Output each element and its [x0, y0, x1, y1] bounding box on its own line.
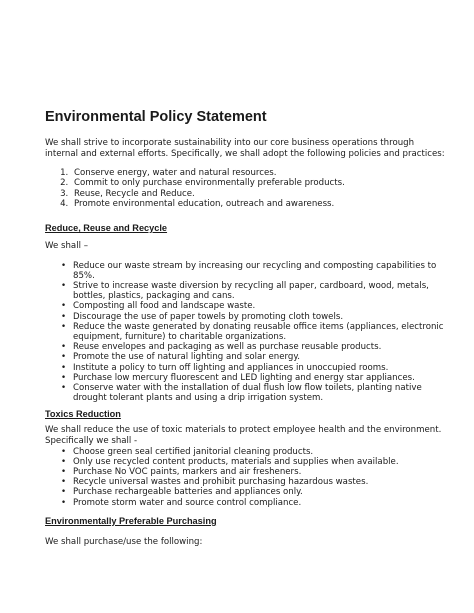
list-item: • Purchase low mercury fluorescent and LED lighting and energy star appliances.	[73, 373, 445, 383]
list-item: • Reduce the waste generated by donating reusable office items (appliances, electronic equipment, furniture) to charitable organizations.	[73, 322, 445, 342]
list-item: • Choose green seal certified janitorial cleaning products.	[73, 447, 445, 457]
section-intro: We shall purchase/use the following:	[45, 536, 203, 547]
section-heading-toxics-reduction: Toxics Reduction	[45, 409, 121, 420]
numbered-list-item: 2. Commit to only purchase environmentally preferable products.	[71, 178, 445, 188]
numbered-list-item: 3. Reuse, Recycle and Reduce.	[71, 189, 445, 199]
list-item: • Institute a policy to turn off lighting and appliances in unoccupied rooms.	[73, 363, 445, 373]
intro-paragraph: We shall strive to incorporate sustainability into our core business operations through internal and external efforts. Specifically, we shall adopt the following policies and practices:	[45, 138, 445, 159]
list-item: • Only use recycled content products, materials and supplies when available.	[73, 457, 445, 467]
page-title: Environmental Policy Statement	[45, 109, 267, 125]
numbered-list-item: 1. Conserve energy, water and natural resources.	[71, 168, 445, 178]
toxics-reduction-list	[45, 447, 445, 508]
list-item: • Reuse envelopes and packaging as well as purchase reusable products.	[73, 342, 445, 352]
list-item: • Purchase No VOC paints, markers and air fresheners.	[73, 467, 445, 477]
list-item: • Discourage the use of paper towels by promoting cloth towels.	[73, 312, 445, 322]
section-heading-environmentally-preferable-purchasing: Environmentally Preferable Purchasing	[45, 515, 217, 526]
policy-numbered-list	[45, 168, 445, 209]
reduce-reuse-recycle-list	[45, 261, 445, 404]
list-item: • Conserve water with the installation of dual flush low flow toilets, planting native drought tolerant plants and using a drip irrigation system.	[73, 383, 445, 403]
list-item: • Strive to increase waste diversion by recycling all paper, cardboard, wood, metals, bottles, plastics, packaging and cans.	[73, 281, 445, 301]
list-item: • Reduce our waste stream by increasing our recycling and composting capabilities to 85%.	[73, 261, 445, 281]
list-item: • Recycle universal wastes and prohibit purchasing hazardous wastes.	[73, 477, 445, 487]
list-item: • Composting all food and landscape waste.	[73, 301, 445, 311]
list-item: • Purchase rechargeable batteries and appliances only.	[73, 487, 445, 497]
document-page	[45, 108, 445, 547]
section-heading-reduce-reuse-recycle: Reduce, Reuse and Recycle	[45, 223, 168, 233]
numbered-list-item: 4. Promote environmental education, outreach and awareness.	[71, 199, 445, 209]
section-intro: We shall reduce the use of toxic materials to protect employee health and the environment. Specifically we shall -	[45, 425, 442, 447]
list-item: • Promote storm water and source control compliance.	[73, 498, 445, 508]
list-item: • Promote the use of natural lighting and solar energy.	[73, 352, 445, 362]
section-intro: We shall –	[45, 241, 89, 251]
